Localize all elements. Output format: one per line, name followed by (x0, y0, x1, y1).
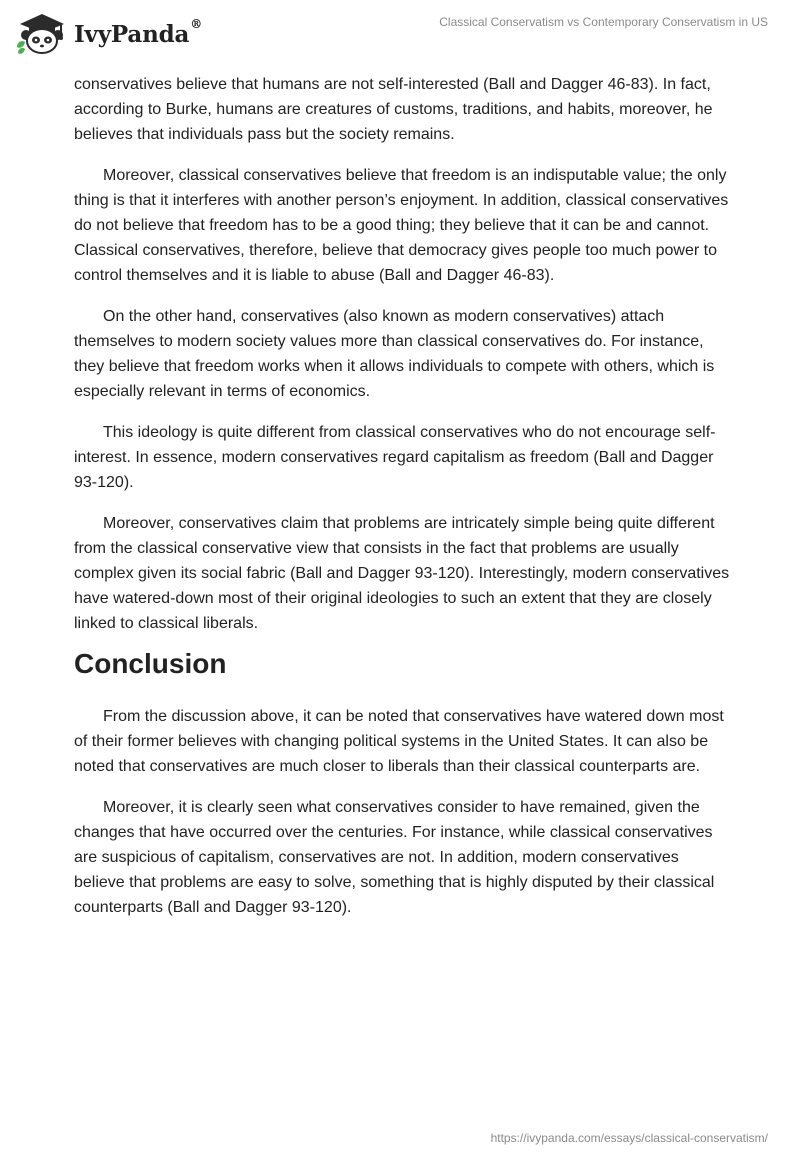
paragraph: From the discussion above, it can be noted that conservatives have watered down most of their former believes with changing political systems in the United States. It can also be noted that conservatives are much closer to liberals than their classical counterparts are. (74, 708, 724, 775)
paragraph: conservatives believe that humans are not self-interested (Ball and Dagger 46-83). In fact, according to Burke, humans are creatures of customs, traditions, and habits, moreover, he believes that individuals pass but the society remains. (74, 76, 713, 143)
logo-name: IvyPanda (74, 20, 190, 48)
panda-graduation-cap-icon (14, 9, 70, 55)
page-header (0, 0, 800, 66)
ivypanda-logo[interactable] (14, 9, 202, 55)
source-url-link[interactable]: https://ivypanda.com/essays/classical-conservatism/ (490, 1131, 768, 1145)
paragraph: Moreover, conservatives claim that problems are intricately simple being quite different from the classical conservative view that consists in the fact that problems are usually complex given its social fabric (Ball and Dagger 93-120). Interestingly, modern conservatives have watered-down most of their original ideologies to such an extent that they are closely linked to classical liberals. (74, 515, 730, 632)
paragraph: Moreover, it is clearly seen what conservatives consider to have remained, given the changes that have occurred over the centuries. For instance, while classical conservatives are suspicious of capitalism, conservatives are not. In addition, modern conservatives believe that problems are easy to solve, something that is highly disputed by their classical counterparts (Ball and Dagger 93-120). (74, 799, 715, 916)
registered-mark: ® (190, 16, 202, 31)
document-title: Classical Conservatism vs Contemporary Conservatism in US (439, 15, 768, 29)
logo-wordmark (74, 16, 202, 48)
essay-content (74, 72, 730, 936)
conclusion-heading: Conclusion (74, 648, 227, 679)
paragraph: Moreover, classical conservatives believe that freedom is an indisputable value; the only thing is that it interferes with another person’s enjoyment. In addition, classical conservatives do not believe that freedom has to be a good thing; they believe that it can be and cannot. Classical conservatives, therefore, believe that democracy gives people too much power to control themselves and it is liable to abuse (Ball and Dagger 46-83). (74, 167, 729, 284)
paragraph: On the other hand, conservatives (also known as modern conservatives) attach themselves to modern society values more than classical conservatives do. For instance, they believe that freedom works when it allows individuals to compete with others, which is especially relevant in terms of economics. (74, 308, 715, 400)
paragraph: This ideology is quite different from classical conservatives who do not encourage self-interest. In essence, modern conservatives regard capitalism as freedom (Ball and Dagger 93-120). (74, 424, 716, 491)
